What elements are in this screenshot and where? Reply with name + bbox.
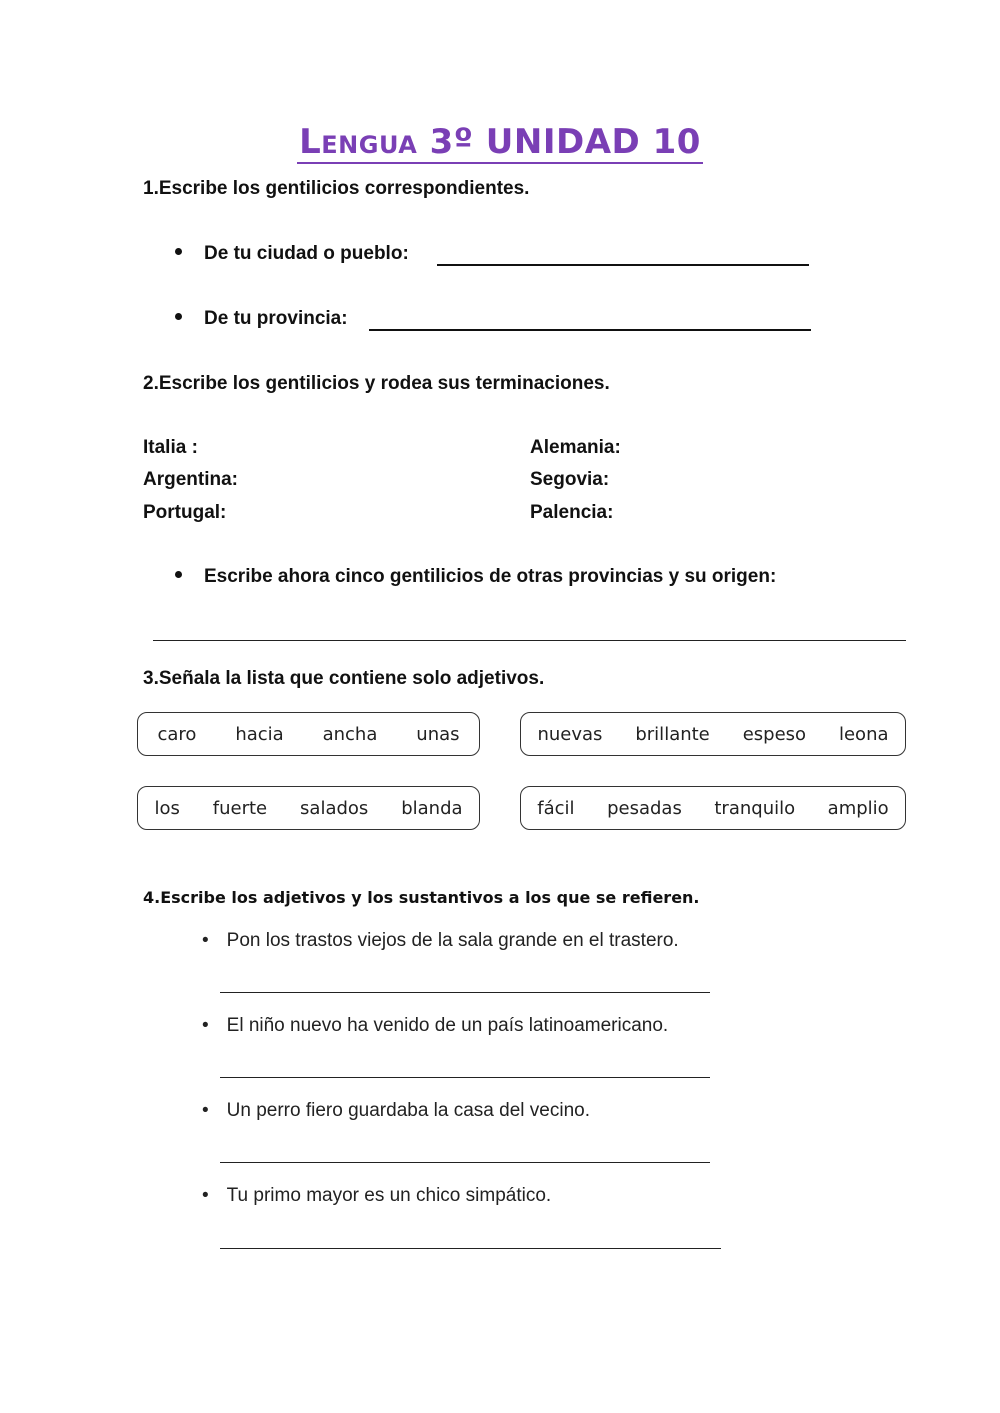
country-label: Portugal: [143,502,227,523]
word: tranquilo [714,797,796,819]
city-label: De tu ciudad o pueblo: [204,243,409,264]
section1-heading: 1.Escribe los gentilicios correspondientes. [143,178,530,199]
country-label: Palencia: [530,502,614,523]
sentence: • Tu primo mayor es un chico simpático. [202,1185,552,1206]
page-title: Lengua 3º UNIDAD 10 [299,122,701,162]
word: brillante [635,723,710,745]
word: salados [300,797,369,819]
section3-heading: 3.Señala la lista que contiene solo adjetivos. [143,668,545,689]
section2-heading: 2.Escribe los gentilicios y rodea sus terminaciones. [143,373,610,394]
word-list-box[interactable] [520,786,906,830]
sentence-text: Tu primo mayor es un chico simpático. [226,1185,552,1206]
word: unas [416,723,460,745]
word: blanda [401,797,463,819]
answer-line[interactable] [220,1248,721,1249]
word-list-box[interactable] [137,786,480,830]
bullet-icon [175,571,182,578]
section2-bullet-text: Escribe ahora cinco gentilicios de otras provincias y su origen: [204,566,777,587]
bullet-icon [175,313,182,320]
word: amplio [827,797,889,819]
sentence-text: El niño nuevo ha venido de un país latinoamericano. [226,1015,669,1036]
country-label: Segovia: [530,469,610,490]
country-label: Alemania: [530,437,621,458]
word: los [154,797,180,819]
province-answer-line[interactable] [369,311,811,331]
section1-item-province [175,308,348,330]
sentence: • Un perro fiero guardaba la casa del vecino. [202,1100,590,1121]
word: leona [838,723,889,745]
sentence-text: Un perro fiero guardaba la casa del vecino. [226,1100,590,1121]
word: hacia [235,723,284,745]
word: fuerte [212,797,268,819]
word: fácil [537,797,575,819]
sentence: • Pon los trastos viejos de la sala grande en el trastero. [202,930,679,951]
answer-line[interactable] [220,992,710,993]
page-title-wrap [0,122,1000,162]
word: nuevas [537,723,603,745]
city-answer-line[interactable] [437,246,809,266]
section4-heading: 4.Escribe los adjetivos y los sustantivos a los que se refieren. [143,888,700,907]
word: pesadas [607,797,682,819]
sentence-text: Pon los trastos viejos de la sala grande en el trastero. [226,930,679,951]
word: ancha [322,723,378,745]
sentence: • El niño nuevo ha venido de un país latinoamericano. [202,1015,669,1036]
word-list-box[interactable] [137,712,480,756]
answer-line[interactable] [220,1077,710,1078]
answer-line[interactable] [220,1162,710,1163]
province-label: De tu provincia: [204,308,348,329]
section1-item-city [175,243,409,265]
word: espeso [742,723,807,745]
word-list-box[interactable] [520,712,906,756]
country-label: Argentina: [143,469,238,490]
section2-bullet [175,566,776,588]
bullet-icon [175,248,182,255]
word: caro [157,723,197,745]
country-label: Italia : [143,437,198,458]
provinces-answer-line[interactable] [153,640,906,641]
